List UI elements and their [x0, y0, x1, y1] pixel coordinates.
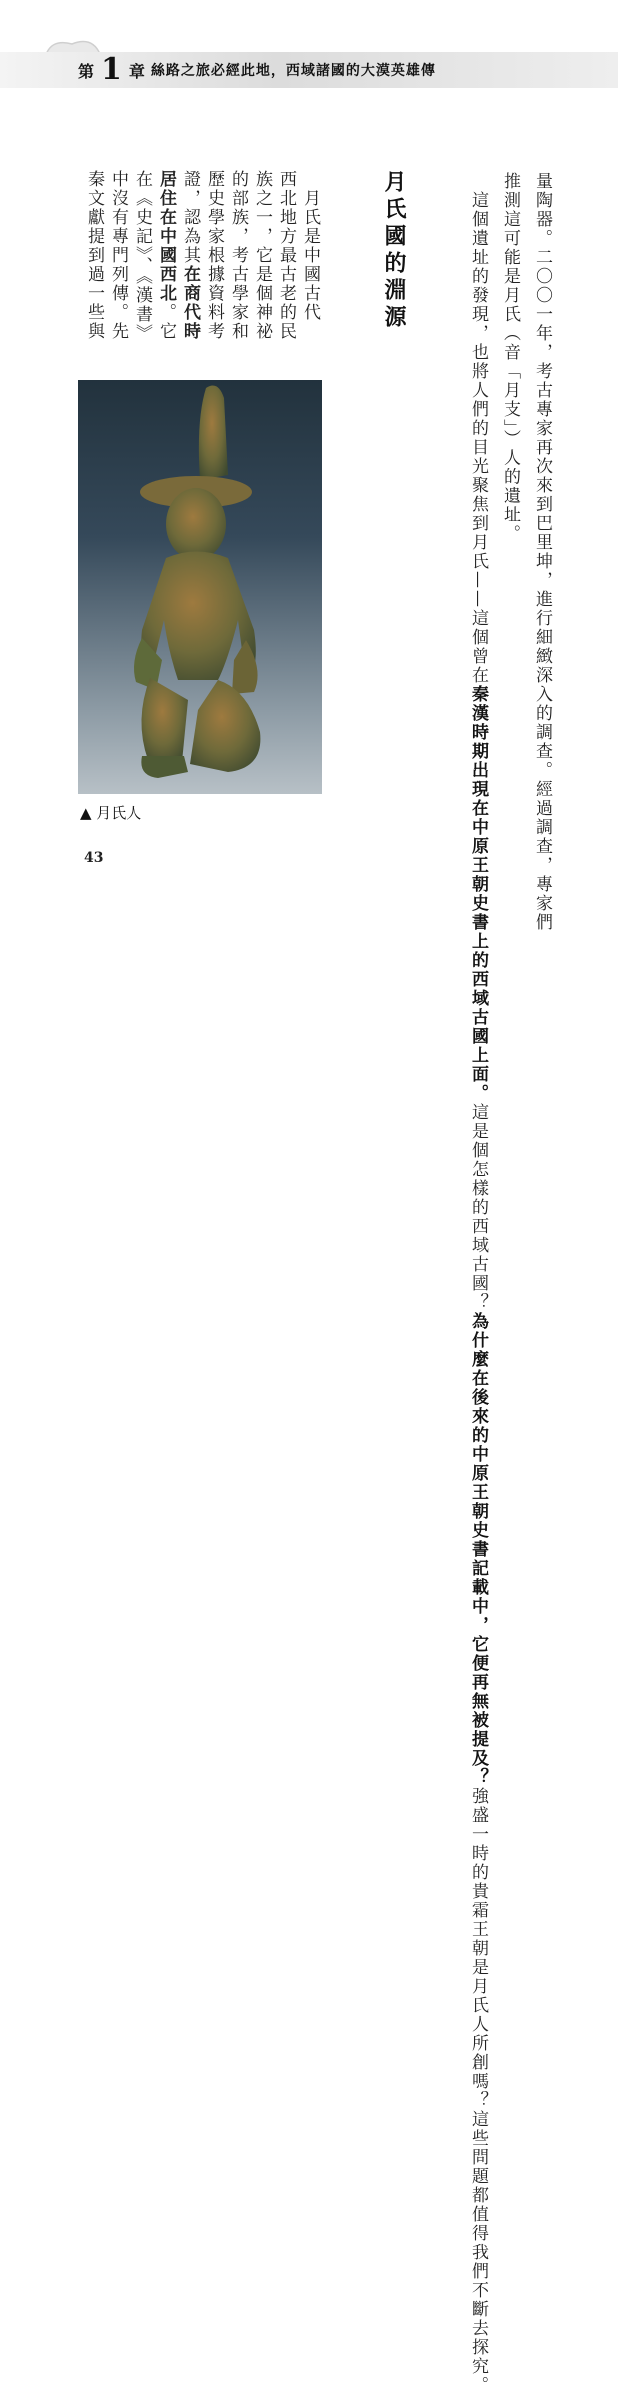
p2-bold-3: 為什麼在後來的中原王朝史書記載中，它便 [468, 1312, 488, 1673]
chapter-number: 1 [101, 52, 122, 87]
left-column-line [274, 170, 299, 341]
upper-paragraph-2: 推測這可能是月氏（音「月支」）人的遺址。 [500, 172, 520, 544]
left-line-segment: 中沒有專門列傳。先 [108, 170, 128, 341]
left-column-line [202, 170, 227, 341]
left-line-segment: 西北地方最古老的民 [276, 170, 296, 341]
photo-caption: ▲ 月氏人 [80, 804, 142, 822]
left-line-segment: 秦文獻提到過一些與 [84, 170, 104, 341]
left-column-line [226, 170, 251, 341]
chapter-prefix: 第 [78, 61, 95, 81]
p2-tail: 強盛一時的貴霜王朝是月氏人所創嗎？這些問題都值得我們不斷去探究。 [468, 1787, 488, 2395]
left-column-line [130, 170, 155, 343]
left-column-line [250, 170, 275, 341]
left-line-segment: 的部族，考古學家和 [228, 170, 248, 341]
left-line-segment: 在《史記》、《漢書》 [132, 170, 152, 343]
left-column-line [106, 170, 131, 341]
p2-bold-2: 書上的西域古國上面。 [468, 913, 488, 1103]
p2-bold-4: 再無被提及？ [468, 1673, 488, 1787]
left-line-segment: 月氏是中國古代 [300, 170, 320, 322]
left-line-segment: 在商代時 [180, 265, 200, 341]
left-line-segment: 證，認為其 [180, 170, 200, 265]
left-line-segment: 族之一，它是個神祕 [252, 170, 272, 341]
section-heading: 月氏國的淵源 [381, 170, 406, 332]
left-column-line [82, 170, 107, 341]
p2-normal: 這是個怎樣的西域古國？ [468, 1103, 488, 1312]
chapter-header [78, 52, 436, 88]
left-line-segment: 居住在中國西北 [156, 170, 176, 303]
left-column-line [298, 170, 323, 322]
left-column-line [154, 170, 179, 341]
upper-paragraphs [462, 172, 558, 2395]
upper-paragraph-3 [468, 172, 488, 2395]
chapter-title: 絲路之旅必經此地，西域諸國的大漠英雄傳 [150, 63, 436, 79]
chapter-suffix: 章 [128, 61, 145, 81]
left-column-line [178, 170, 203, 341]
figure-photo [78, 380, 322, 794]
upper-paragraph-1: 量陶器。二〇〇一年，考古專家再次來到巴里坤，進行細緻深入的調查。經過調查，專家們 [532, 172, 552, 932]
left-line-segment: 歷史學家根據資料考 [204, 170, 224, 341]
left-line-segment: 。它 [156, 303, 176, 341]
p2-intro: 這個遺址的發現，也將人們的目光聚焦到月氏——這個曾在 [468, 172, 488, 685]
p2-bold-1: 秦漢時期出現在中原王朝史 [468, 685, 488, 913]
bronze-figure-image [78, 380, 322, 794]
page-number: 43 [84, 850, 104, 866]
